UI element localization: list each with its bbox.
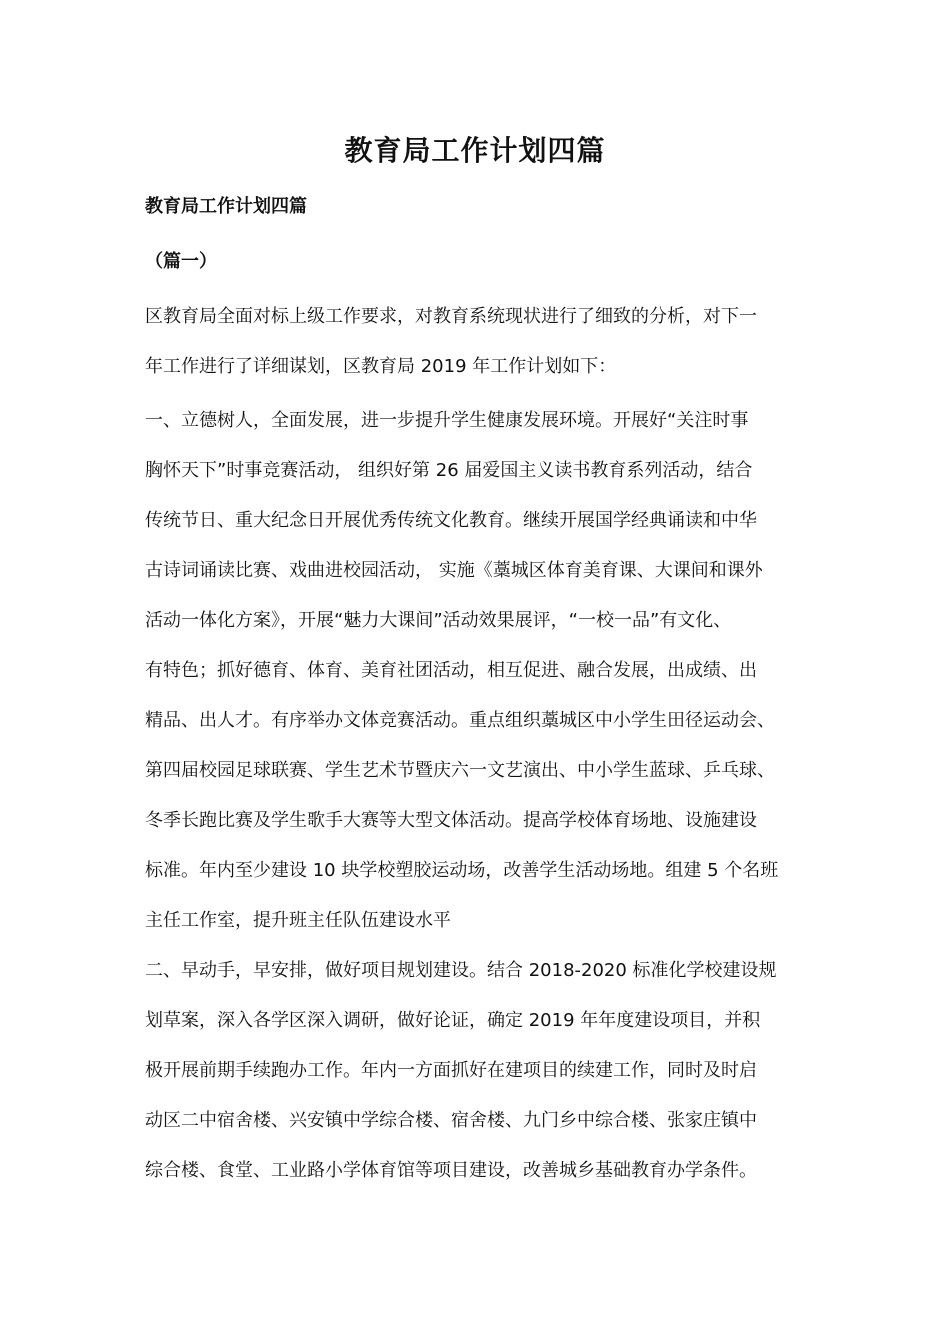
text-line: 二、早动手，早安排，做好项目规划建设。结合 2018-2020 标准化学校建设规 xyxy=(145,960,777,981)
text-line: 古诗词诵读比赛、戏曲进校园活动， 实施《藁城区体育美育课、大课间和课外 xyxy=(145,560,763,581)
text-line: 有特色；抓好德育、体育、美育社团活动，相互促进、融合发展，出成绩、出 xyxy=(145,660,757,681)
text-line: 主任工作室，提升班主任队伍建设水平 xyxy=(145,910,451,931)
text-line: 冬季长跑比赛及学生歌手大赛等大型文体活动。提高学校体育场地、设施建设 xyxy=(145,810,757,831)
text-line: 传统节日、重大纪念日开展优秀传统文化教育。继续开展国学经典诵读和中华 xyxy=(145,510,757,531)
text-line: 极开展前期手续跑办工作。年内一方面抓好在建项目的续建工作，同时及时启 xyxy=(145,1060,757,1081)
text-line: 综合楼、食堂、工业路小学体育馆等项目建设，改善城乡基础教育办学条件。 xyxy=(145,1160,757,1181)
text-line: 年工作进行了详细谋划，区教育局 2019 年工作计划如下： xyxy=(145,356,617,377)
text-line: 精品、出人才。有序举办文体竞赛活动。重点组织藁城区中小学生田径运动会、 xyxy=(145,710,775,731)
text-line: 划草案，深入各学区深入调研，做好论证，确定 2019 年年度建设项目，并积 xyxy=(145,1010,761,1031)
paragraph-section-two xyxy=(145,946,815,1196)
text-line: 标准。年内至少建设 10 块学校塑胶运动场，改善学生活动场地。组建 5 个名班 xyxy=(145,860,779,881)
text-line: 动区二中宿舍楼、兴安镇中学综合楼、宿舍楼、九门乡中综合楼、张家庄镇中 xyxy=(145,1110,757,1131)
paragraph-intro xyxy=(145,292,815,392)
document-subtitle: 教育局工作计划四篇 xyxy=(145,196,307,217)
text-line: 活动一体化方案》，开展“魅力大课间”活动效果展评，“一校一品”有文化、 xyxy=(145,610,732,631)
text-line: 一、立德树人，全面发展，进一步提升学生健康发展环境。开展好“关注时事 xyxy=(145,410,749,431)
section-label: （篇一） xyxy=(145,251,217,272)
text-line: 第四届校园足球联赛、学生艺术节暨庆六一文艺演出、中小学生蓝球、乒乓球、 xyxy=(145,760,775,781)
paragraph-section-one xyxy=(145,396,815,946)
text-line: 区教育局全面对标上级工作要求，对教育系统现状进行了细致的分析，对下一 xyxy=(145,306,757,327)
text-line: 胸怀天下”时事竞赛活动， 组织好第 26 届爱国主义读书教育系列活动，结合 xyxy=(145,460,753,481)
document-title: 教育局工作计划四篇 xyxy=(344,134,606,167)
